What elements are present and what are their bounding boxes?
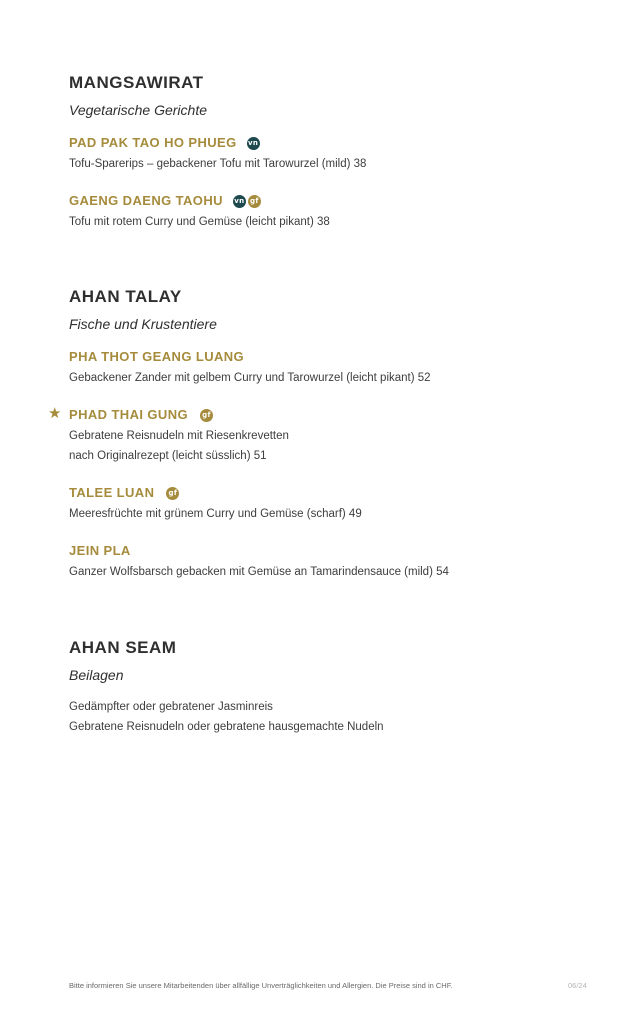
diet-badges <box>196 409 213 422</box>
dish-item <box>69 135 366 174</box>
dish-name-text: PAD PAK TAO HO PHUEG <box>69 135 237 150</box>
gluten-free-badge-icon: gf <box>248 195 261 208</box>
dish-item <box>69 543 449 582</box>
dish-name <box>69 135 366 151</box>
diet-badges <box>229 195 261 208</box>
section-subtitle: Vegetarische Gerichte <box>69 102 207 118</box>
dish-name: PHA THOT GEANG LUANG <box>69 349 245 364</box>
diet-badges <box>243 137 260 150</box>
diet-badges <box>162 487 179 500</box>
dish-description-line: Gebratene Reisnudeln mit Riesenkrevetten <box>69 430 289 442</box>
dish-name-text: GAENG DAENG TAOHU <box>69 193 223 208</box>
dish-name <box>69 407 289 423</box>
dish-description: Meeresfrüchte mit grünem Curry und Gemüse (scharf) 49 <box>69 508 362 520</box>
section-ahan-talay <box>48 287 609 578</box>
side-dish-item: Gebratene Reisnudeln oder gebratene hausgemachte Nudeln <box>69 721 384 733</box>
page-number: 06/24 <box>568 981 587 990</box>
vegan-badge-icon: vn <box>233 195 246 208</box>
allergy-notice: Bitte informieren Sie unsere Mitarbeitenden über allfällige Unverträglichkeiten und Allergien. Die Preise sind in CHF. <box>69 981 453 990</box>
dish-description <box>69 426 289 466</box>
dish-item <box>69 193 330 232</box>
section-title: AHAN SEAM <box>69 638 177 657</box>
dish-item <box>69 485 362 524</box>
dish-name-text: PHAD THAI GUNG <box>69 407 188 422</box>
dish-name <box>69 485 362 501</box>
section-ahan-seam <box>69 638 609 733</box>
dish-name <box>69 193 330 209</box>
dish-description: Gebackener Zander mit gelbem Curry und Tarowurzel (leicht pikant) 52 <box>69 372 431 384</box>
dish-description-line: nach Originalrezept (leicht süsslich) 51 <box>69 450 267 462</box>
dish-description: Ganzer Wolfsbarsch gebacken mit Gemüse an Tamarindensauce (mild) 54 <box>69 566 449 578</box>
vegan-badge-icon: vn <box>247 137 260 150</box>
dish-item <box>48 405 289 466</box>
star-icon: ★ <box>48 405 62 422</box>
dish-description: Tofu-Sparerips – gebackener Tofu mit Tarowurzel (mild) 38 <box>69 158 367 170</box>
dish-name-text: TALEE LUAN <box>69 485 155 500</box>
dish-name: JEIN PLA <box>69 543 131 558</box>
section-mangsawirat <box>69 73 609 228</box>
section-subtitle: Beilagen <box>69 667 124 683</box>
section-subtitle: Fische und Krustentiere <box>69 316 217 332</box>
side-dish-list <box>69 697 384 737</box>
gluten-free-badge-icon: gf <box>200 409 213 422</box>
side-dish-item: Gedämpfter oder gebratener Jasminreis <box>69 701 273 713</box>
section-title: AHAN TALAY <box>69 287 182 306</box>
dish-item <box>69 349 431 388</box>
section-title: MANGSAWIRAT <box>69 73 204 92</box>
dish-description: Tofu mit rotem Curry und Gemüse (leicht pikant) 38 <box>69 216 330 228</box>
gluten-free-badge-icon: gf <box>166 487 179 500</box>
